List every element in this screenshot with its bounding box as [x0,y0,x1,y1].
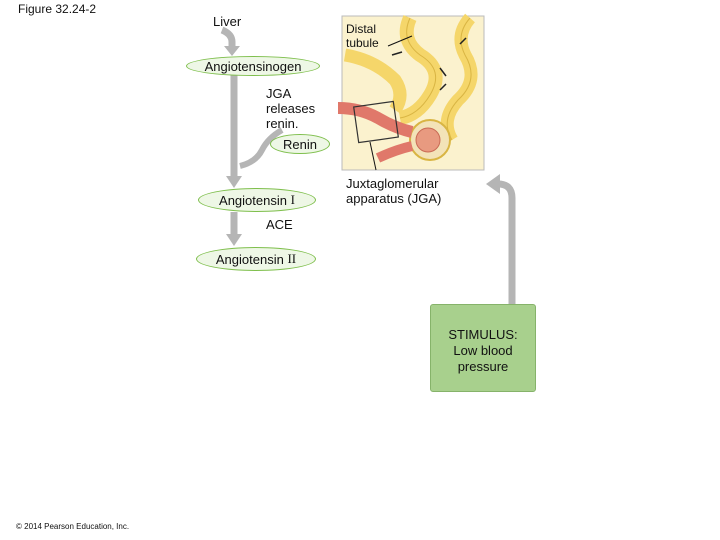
glomerulus-capillaries [416,128,440,152]
copyright-text: © 2014 Pearson Education, Inc. [16,522,130,531]
stimulus-feedback-arrow [498,184,512,304]
liver-arrowhead [224,46,240,56]
angiotensin2-arrowhead [226,234,242,246]
angiotensin-2-node [196,247,316,271]
stimulus-arrowhead [486,174,500,194]
liver-arrow [222,30,232,48]
stimulus-box [430,304,536,392]
jga-label-line-2: apparatus (JGA) [346,191,442,206]
figure-label: Figure 32.24-2 [18,2,97,16]
angiotensin-2-numeral: II [287,251,297,266]
jga-label-line-1: Juxtaglomerular [346,176,439,191]
stimulus-line-1: STIMULUS: [448,327,518,342]
angiotensin-1-node [198,188,316,212]
angiotensin-2-name: Angiotensin [215,251,284,267]
distal-tubule-label [346,22,379,50]
distal-tubule-line-2: tubule [346,36,379,50]
distal-tubule-line-1: Distal [346,22,377,36]
jga-line-3: renin. [266,116,299,131]
stimulus-line-2: Low blood [453,343,513,358]
liver-label: Liver [213,14,242,29]
renin-node [270,134,330,154]
angiotensin1-arrowhead [226,176,242,188]
jga-line-2: releases [266,101,316,116]
angiotensin-1-numeral: I [290,192,295,207]
renin-label: Renin [283,136,317,152]
angiotensinogen-node [186,56,320,76]
jga-label [346,176,441,206]
jga-line-1: JGA [266,86,292,101]
stimulus-line-3: pressure [457,359,509,374]
ace-label: ACE [266,217,293,232]
jga-releases-text [266,86,315,131]
angiotensin-1-name: Angiotensin [219,192,287,208]
angiotensinogen-label: Angiotensinogen [204,58,302,74]
